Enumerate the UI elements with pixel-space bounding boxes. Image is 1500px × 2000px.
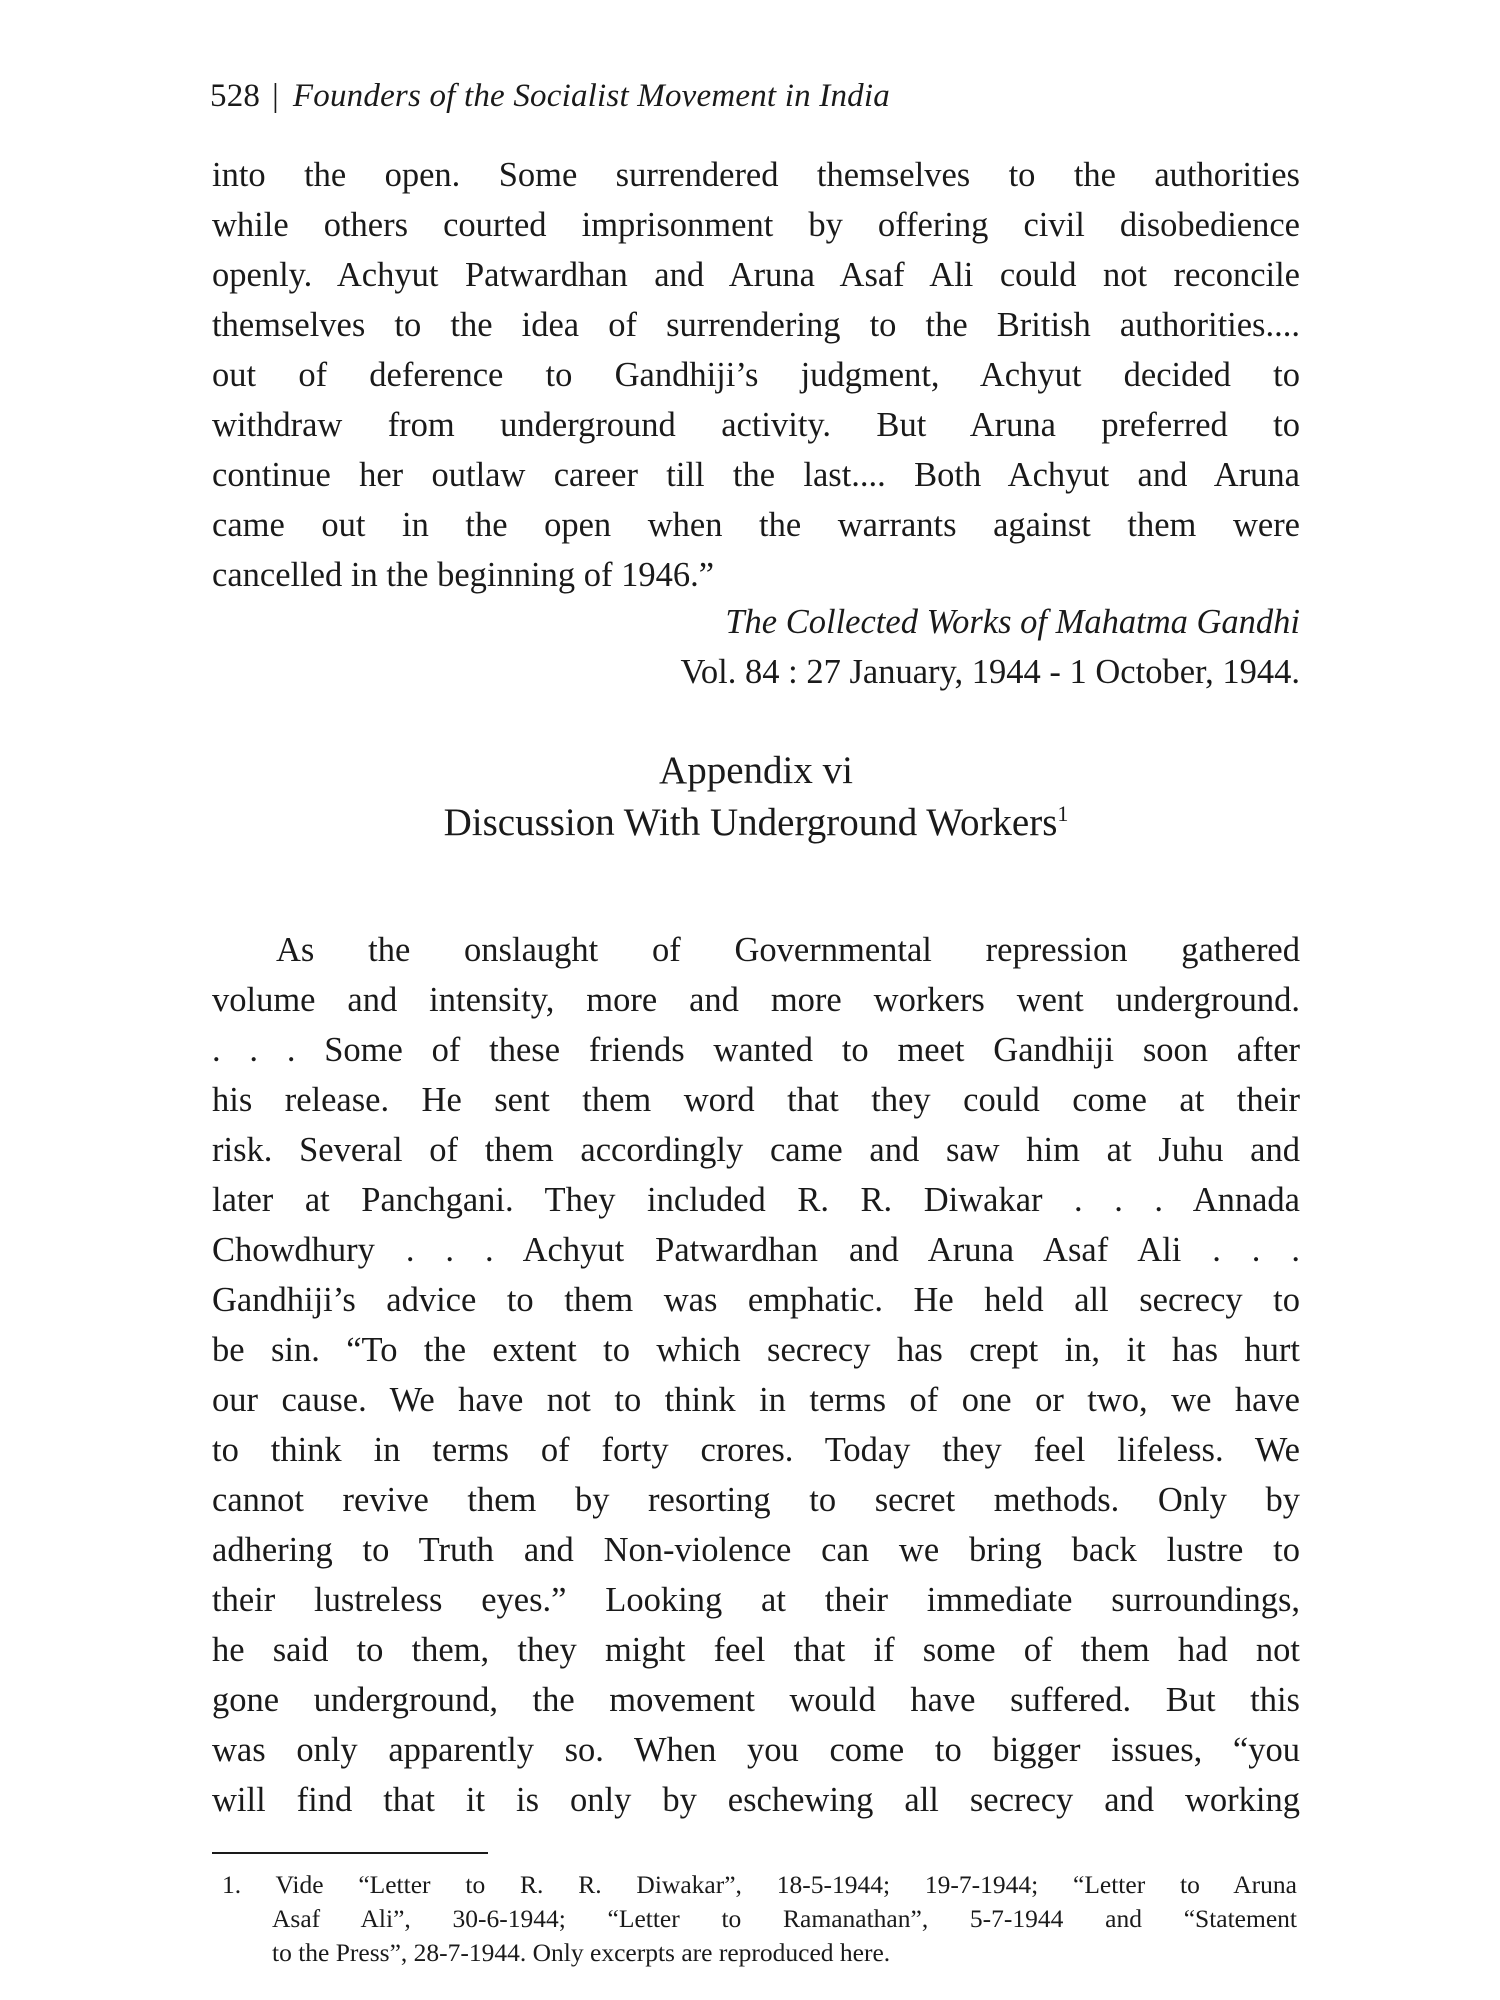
footnote-line: to the Press”, 28-7-1944. Only excerpts are reproduced here. (272, 1938, 891, 1967)
footnote-line: 1. Vide “Letter to R. R. Diwakar”, 18-5-1944; 19-7-1944; “Letter to Aruna (222, 1870, 1297, 1899)
body-paragraph (212, 925, 1300, 1825)
footnote-rule (212, 1852, 488, 1854)
text-line: came out in the open when the warrants against them were (212, 506, 1300, 544)
page-number: 528 (210, 78, 261, 114)
footnote (212, 1868, 1297, 1970)
text-line: their lustreless eyes.” Looking at their immediate surroundings, (212, 1581, 1300, 1619)
text-line: his release. He sent them word that they could come at their (212, 1081, 1300, 1119)
text-line: out of deference to Gandhiji’s judgment, Achyut decided to (212, 356, 1300, 394)
footnote-line: Asaf Ali”, 30-6-1944; “Letter to Ramanathan”, 5-7-1944 and “Statement (272, 1904, 1297, 1933)
header-separator: | (272, 78, 279, 114)
text-line: our cause. We have not to think in terms of one or two, we have (212, 1381, 1300, 1419)
text-line: themselves to the idea of surrendering to the British authorities.... (212, 306, 1300, 344)
quote-paragraph (212, 150, 1300, 600)
text-line: Gandhiji’s advice to them was emphatic. He held all secrecy to (212, 1281, 1300, 1319)
citation-volume: Vol. 84 : 27 January, 1944 - 1 October, 1944. (680, 653, 1300, 691)
text-line: adhering to Truth and Non-violence can we bring back lustre to (212, 1531, 1300, 1569)
text-line: volume and intensity, more and more workers went underground. (212, 981, 1300, 1019)
text-line: cancelled in the beginning of 1946.” (212, 556, 715, 594)
text-line: later at Panchgani. They included R. R. Diwakar . . . Annada (212, 1181, 1300, 1219)
appendix-title (212, 800, 1300, 845)
citation-title: The Collected Works of Mahatma Gandhi (725, 603, 1300, 641)
text-line: cannot revive them by resorting to secret methods. Only by (212, 1481, 1300, 1519)
text-line: . . . Some of these friends wanted to meet Gandhiji soon after (212, 1031, 1300, 1069)
text-line: be sin. “To the extent to which secrecy has crept in, it has hurt (212, 1331, 1300, 1369)
text-line: Chowdhury . . . Achyut Patwardhan and Aruna Asaf Ali . . . (212, 1231, 1300, 1269)
text-line: continue her outlaw career till the last.... Both Achyut and Aruna (212, 456, 1300, 494)
footnote-marker: 1 (1057, 801, 1069, 826)
text-line: risk. Several of them accordingly came and saw him at Juhu and (212, 1131, 1300, 1169)
text-line: gone underground, the movement would have suffered. But this (212, 1681, 1300, 1719)
text-line: to think in terms of forty crores. Today they feel lifeless. We (212, 1431, 1300, 1469)
text-line: withdraw from underground activity. But Aruna preferred to (212, 406, 1300, 444)
text-line: As the onslaught of Governmental repression gathered (276, 931, 1300, 969)
text-line: into the open. Some surrendered themselves to the authorities (212, 156, 1300, 194)
text-line: while others courted imprisonment by offering civil disobedience (212, 206, 1300, 244)
appendix-title-text: Discussion With Underground Workers (443, 801, 1058, 844)
text-line: was only apparently so. When you come to bigger issues, “you (212, 1731, 1300, 1769)
text-line: will find that it is only by eschewing all secrecy and working (212, 1781, 1300, 1819)
appendix-number: Appendix vi (659, 749, 853, 792)
running-header (210, 78, 890, 115)
text-line: openly. Achyut Patwardhan and Aruna Asaf Ali could not reconcile (212, 256, 1300, 294)
text-line: he said to them, they might feel that if some of them had not (212, 1631, 1300, 1669)
running-title: Founders of the Socialist Movement in India (292, 78, 890, 114)
